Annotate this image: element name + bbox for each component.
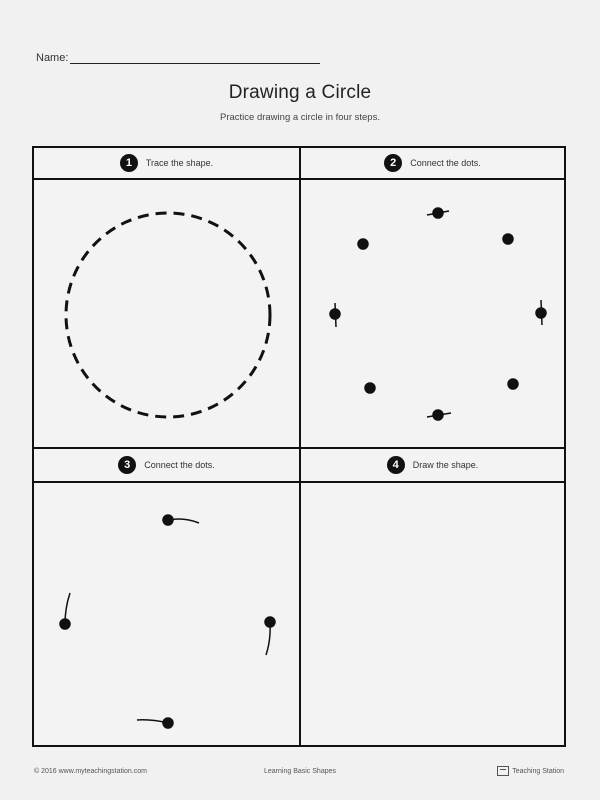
step-4-instruction: Draw the shape. xyxy=(412,460,479,470)
panel-draw-shape[interactable] xyxy=(301,483,564,745)
worksheet-subtitle: Practice drawing a circle in four steps. xyxy=(220,112,380,123)
step-1-header xyxy=(34,148,299,178)
footer-brand xyxy=(497,766,564,776)
footer-copyright: © 2016 www.myteachingstation.com xyxy=(34,768,147,775)
step-3-instruction: Connect the dots. xyxy=(144,460,215,470)
panel-connect-dots-4[interactable] xyxy=(34,483,299,745)
dot-bottom-right xyxy=(508,379,518,389)
panel-connect-dots-8[interactable] xyxy=(301,180,564,447)
dashed-circle[interactable] xyxy=(66,213,270,417)
step-2-header xyxy=(301,148,564,178)
panel-trace-shape[interactable] xyxy=(34,180,299,447)
step-3-number: 3 xyxy=(118,456,136,474)
dot-top-right xyxy=(503,234,513,244)
step-2-number: 2 xyxy=(384,154,402,172)
step-4-number: 4 xyxy=(387,456,405,474)
worksheet-title: Drawing a Circle xyxy=(228,82,372,103)
step-1-instruction: Trace the shape. xyxy=(145,158,214,168)
brand-logo-icon xyxy=(497,766,509,776)
dot-left-tick xyxy=(335,303,336,327)
step-2-instruction: Connect the dots. xyxy=(410,158,481,168)
dot-right-tick xyxy=(541,300,542,325)
step-1-number: 1 xyxy=(120,154,138,172)
dot-top-left xyxy=(358,239,368,249)
footer-category: Learning Basic Shapes xyxy=(264,768,336,775)
dot-bottom-left xyxy=(365,383,375,393)
steps-grid xyxy=(32,146,566,747)
step-4-header xyxy=(301,449,564,481)
name-label: Name: xyxy=(36,52,69,64)
name-line[interactable] xyxy=(70,52,320,64)
footer-brand-label: Teaching Station xyxy=(512,767,564,775)
step-3-header xyxy=(34,449,299,481)
name-field[interactable] xyxy=(36,52,320,64)
